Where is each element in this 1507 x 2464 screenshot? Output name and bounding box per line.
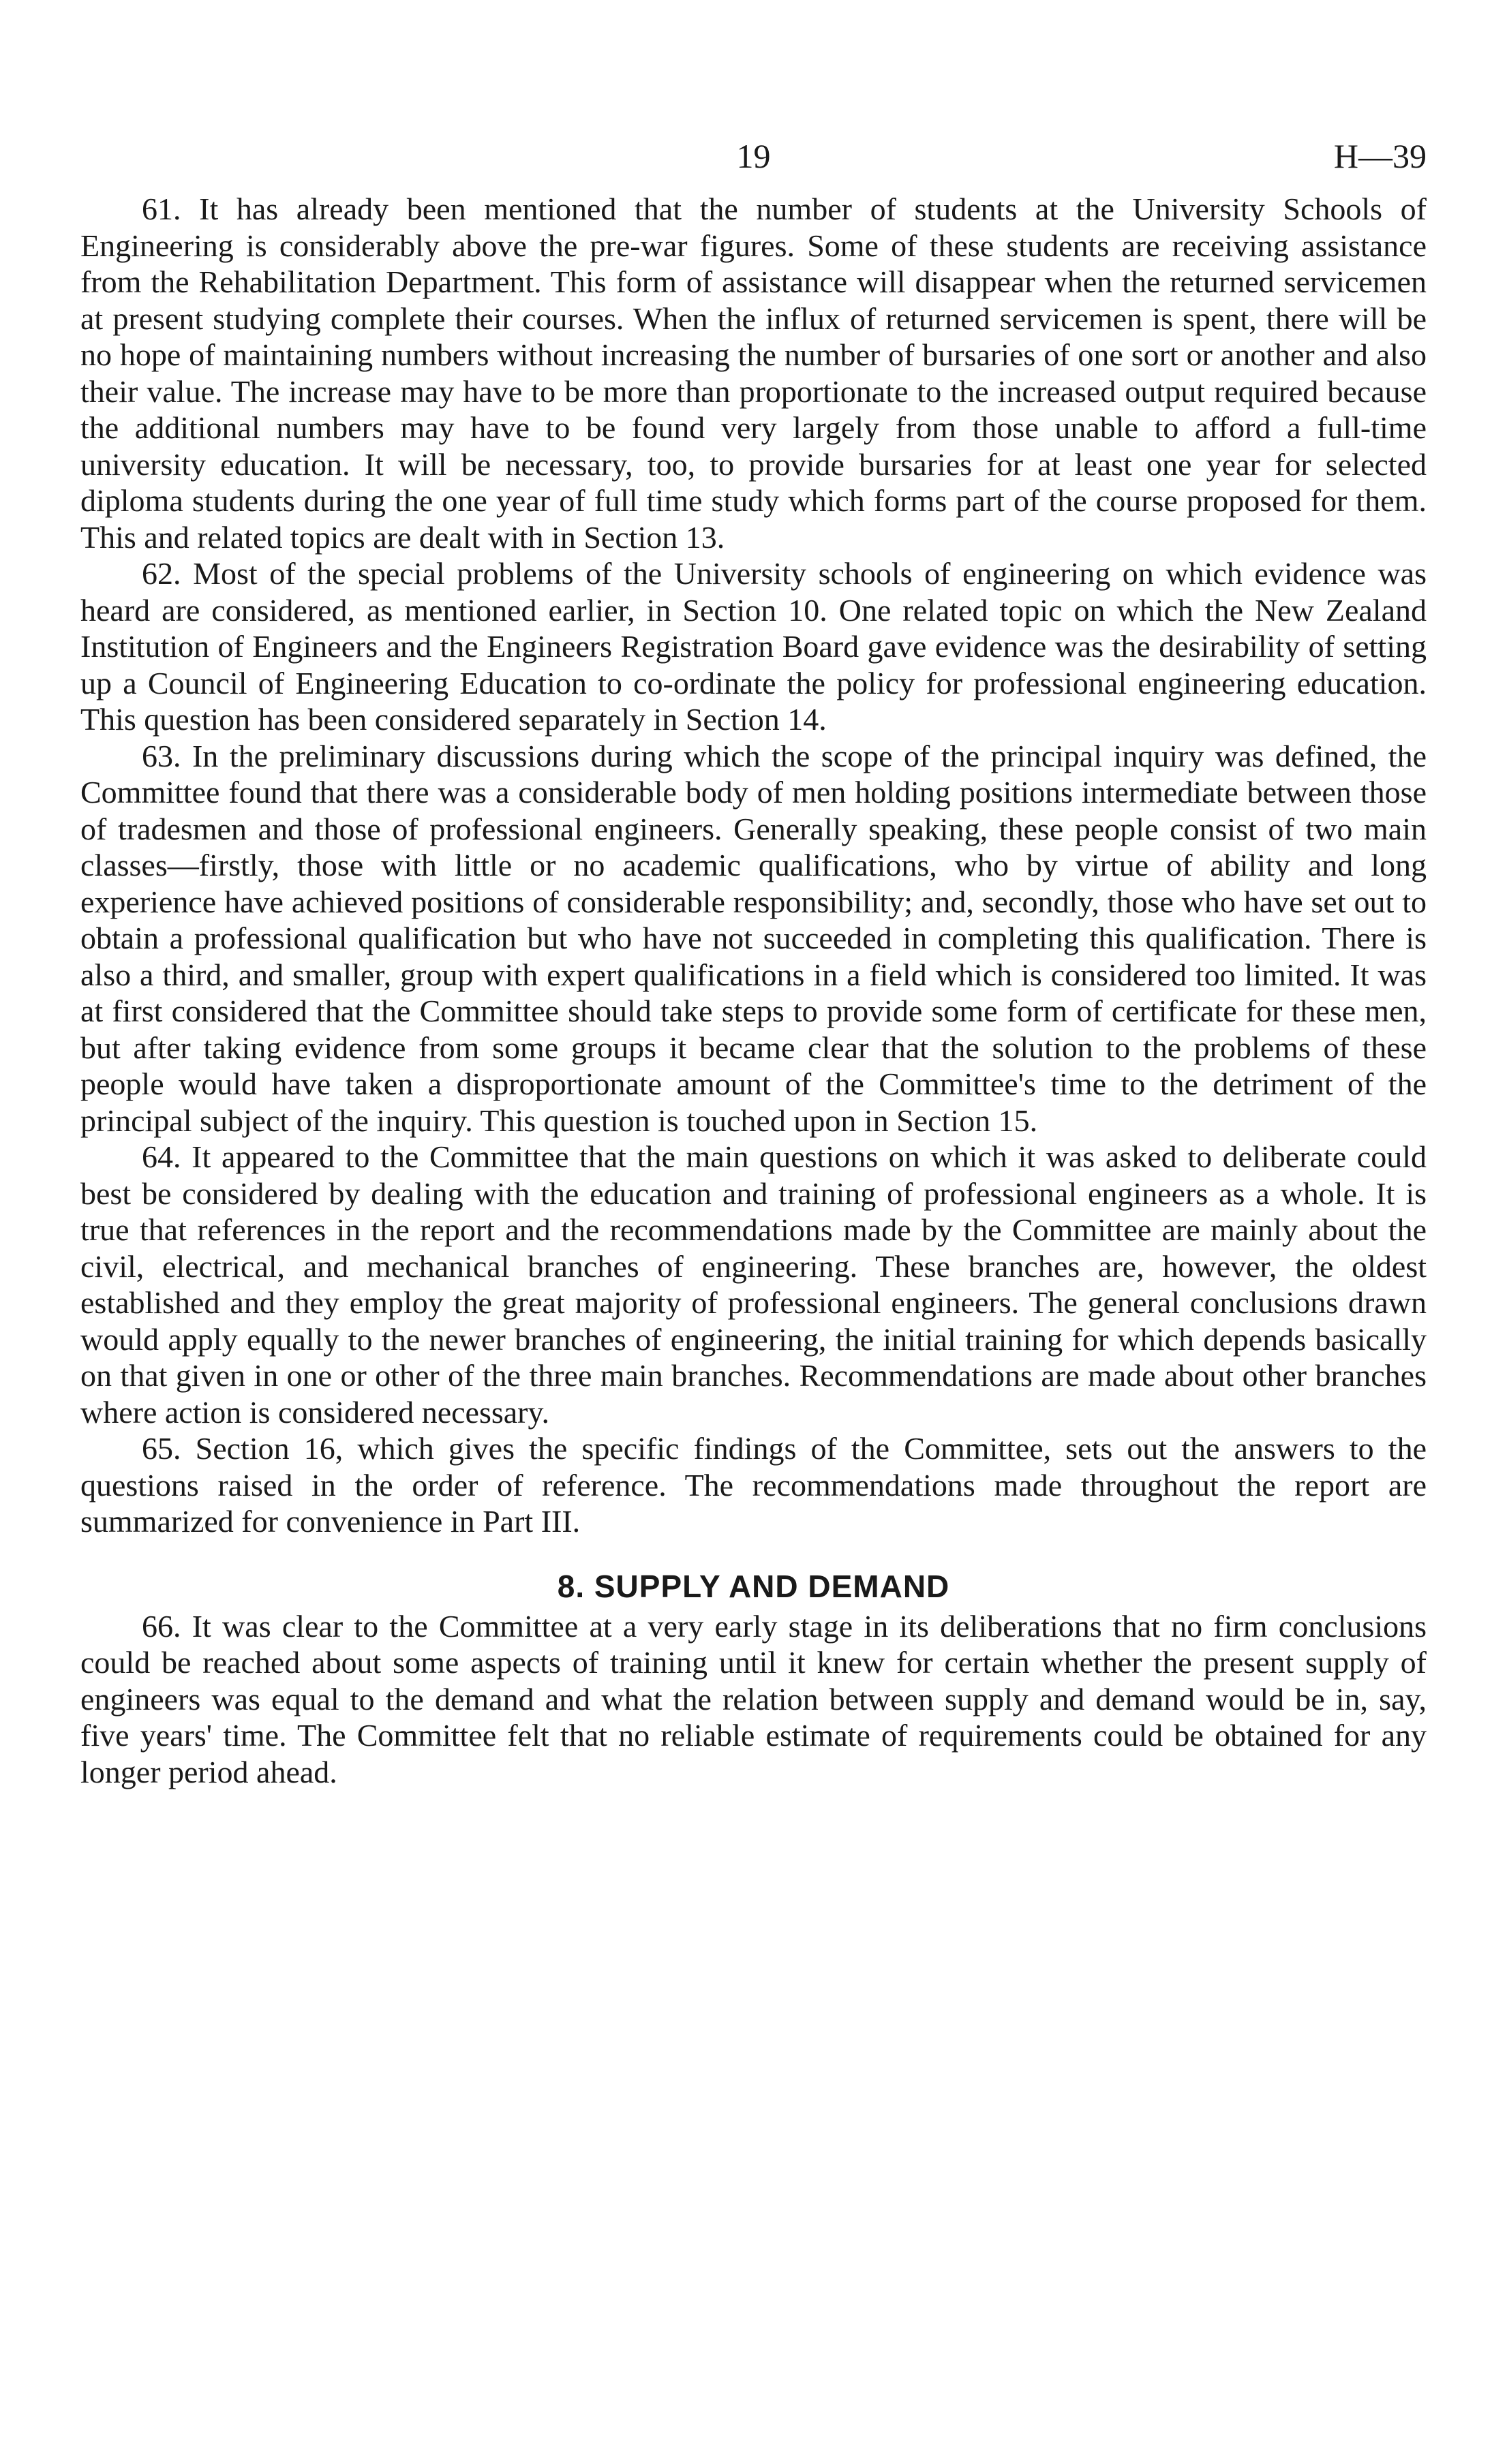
page-number: 19 [736,137,771,175]
paragraph-65: 65. Section 16, which gives the specific findings of the Committee, sets out the answers to the questions raised in the order of reference. The recommendations made throughout the report are summarized for convenience in Part III. [80,1431,1427,1539]
paragraph-66: 66. It was clear to the Committee at a very early stage in its deliberations that no firm conclusions could be reached about some aspects of training until it knew for certain whether the present supply of engineers was equal to the demand and what the relation between supply and demand would be in, say, five years' time. The Committee felt that no reliable estimate of requirements could be obtained for any longer period ahead. [80,1608,1427,1789]
section-heading: 8. SUPPLY AND DEMAND [557,1568,950,1604]
paragraph-62: 62. Most of the special problems of the University schools of engineering on which evidence was heard are considered, as mentioned earlier, in Section 10. One related topic on which the New Zealand Institution of Engineers and the Engineers Registration Board gave evidence was the desirability of setting up a Council of Engineering Education to co-ordinate the policy for professional engineering education. This question has been considered separately in Section 14. [80,556,1427,737]
paragraph-64: 64. It appeared to the Committee that the main questions on which it was asked to deliberate could best be considered by dealing with the education and training of professional engineers as a whole. It is true that references in the report and the recommendations made by the Committee are mainly about the civil, electrical, and mechanical branches of engineering. These branches are, however, the oldest established and they employ the great majority of professional engineers. The general conclusions drawn would apply equally to the newer branches of engineering, the initial training for which depends basically on that given in one or other of the three main branches. Recommendations are made about other branches where action is considered necessary. [80,1139,1427,1430]
document-code: H—39 [1333,137,1427,175]
document-page [80,136,1427,1790]
page-header [80,136,1427,191]
body-text [80,191,1427,1790]
paragraph-61: 61. It has already been mentioned that the number of students at the University Schools of Engineering is considerably above the pre-war figures. Some of these students are receiving assistance from the Rehabilitation Department. This form of assistance will disappear when the returned servicemen at present studying complete their courses. When the influx of returned servicemen is spent, there will be no hope of maintaining numbers without increasing the number of bursaries of one sort or another and also their value. The increase may have to be more than proportionate to the increased output required because the additional numbers may have to be found very largely from those unable to afford a full-time university education. It will be necessary, too, to provide bursaries for at least one year for selected diploma students during the one year of full time study which forms part of the course proposed for them. This and related topics are dealt with in Section 13. [80,191,1427,555]
paragraph-63: 63. In the preliminary discussions during which the scope of the principal inquiry was defined, the Committee found that there was a considerable body of men holding positions intermediate between those of tradesmen and those of professional engineers. Generally speaking, these people consist of two main classes—firstly, those with little or no academic qualifications, who by virtue of ability and long experience have achieved positions of considerable responsibility; and, secondly, those who have set out to obtain a professional qualification but who have not succeeded in completing this qualification. There is also a third, and smaller, group with expert qualifications in a field which is considered too limited. It was at first considered that the Committee should take steps to provide some form of certificate for these men, but after taking evidence from some groups it became clear that the solution to the problems of these people would have taken a disproportionate amount of the Committee's time to the detriment of the principal subject of the inquiry. This question is touched upon in Section 15. [80,738,1427,1138]
